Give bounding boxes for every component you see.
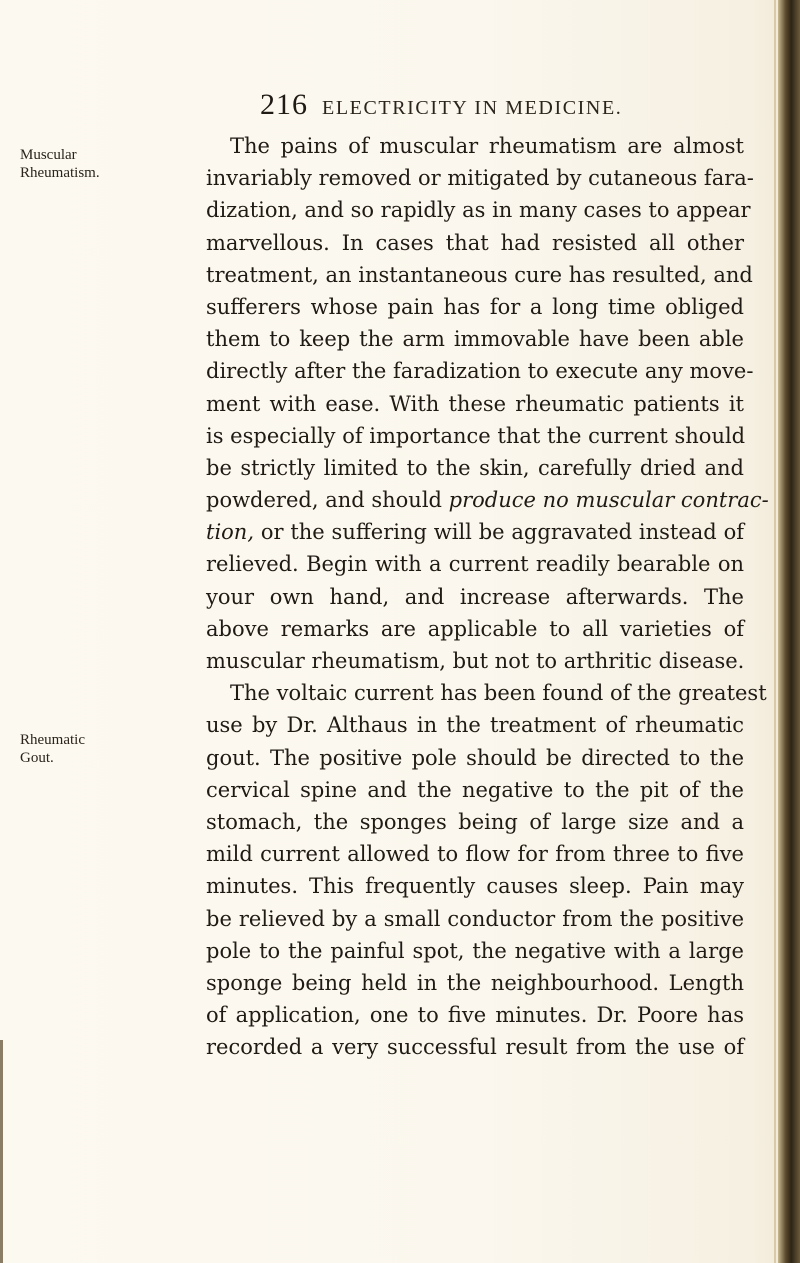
margin-note-line: Muscular [20,147,77,163]
body-line [206,581,744,613]
body-line [206,516,744,548]
body-text [206,130,769,1063]
body-line [206,355,754,387]
body-line [206,484,769,516]
margin-note-rheumatic-gout [20,731,130,767]
body-line-text: muscular rheumatism, but not to arthritic disease. [206,649,745,673]
body-line-text: The pains of muscular rheumatism are almost [230,134,744,158]
body-line [206,420,744,452]
body-line-text: pole to the painful spot, the negative with a large [206,938,744,963]
body-line-italic-text: tion, [206,520,254,545]
body-line-text: The voltaic current has been found of the greatest [230,681,767,706]
body-line [206,194,751,226]
body-line-text: be relieved by a small conductor from the positive [206,906,744,931]
body-line [206,259,753,291]
body-line [206,1031,744,1063]
body-line-text: sponge being held in the neighbourhood. Length [206,970,744,995]
body-line [206,130,744,162]
body-line-text: cervical spine and the negative to the pit of the [206,777,744,802]
body-line-text: use by Dr. Althaus in the treatment of rheumatic [206,713,744,738]
body-line-text: or the suffering will be aggravated instead of [254,520,744,545]
book-gutter-shadow [778,0,800,1263]
page-left-edge [0,1040,3,1263]
body-line-text: marvellous. In cases that had resisted all other [206,230,744,255]
body-line [206,291,744,323]
body-line-text: ment with ease. With these rheumatic patients it [206,391,744,416]
body-line-text: dization, and so rapidly as in many cases to appear [206,198,751,223]
body-line [206,548,744,580]
body-line-text: gout. The positive pole should be directed to the [206,745,744,770]
body-line-text: recorded a very successful result from the use of [206,1035,744,1060]
body-line [206,645,744,677]
body-line-text: above remarks are applicable to all varieties of [206,616,744,641]
body-line-text: be strictly limited to the skin, carefully dried and [206,455,744,480]
body-line-text: directly after the faradization to execute any move- [206,359,754,384]
page-number: 216 [260,88,308,121]
body-line [206,870,744,902]
margin-note-muscular-rheumatism [20,146,130,182]
body-line [206,323,744,355]
body-line-text: stomach, the sponges being of large size and a [206,809,744,834]
body-line-text: them to keep the arm immovable have been able [206,327,744,352]
body-line [206,388,744,420]
margin-note-line: Gout. [20,750,54,766]
body-line [206,742,744,774]
body-line [206,935,744,967]
running-title: ELECTRICITY IN MEDICINE. [322,97,623,119]
body-line-text: powdered, and should [206,488,449,513]
body-line-italic-text: produce no muscular contrac- [448,488,769,513]
body-line-text: relieved. Begin with a current readily bearable on [206,552,744,577]
body-line [206,452,744,484]
body-line [206,227,744,259]
body-line-text: is especially of importance that the current should [206,423,746,448]
body-line [206,774,744,806]
body-line-text: mild current allowed to flow for from three to five [206,842,744,867]
running-header [260,88,780,128]
page-edge-line [774,0,776,1263]
body-line [206,613,744,645]
body-line [206,677,767,709]
body-line [206,806,744,838]
body-line-text: minutes. This frequently causes sleep. Pain may [206,874,744,899]
body-line [206,903,744,935]
body-line [206,838,744,870]
body-line-text: of application, one to five minutes. Dr. Poore has [206,1003,744,1028]
body-line [206,999,744,1031]
body-line-text: treatment, an instantaneous cure has resulted, and [206,262,753,287]
body-line-text: sufferers whose pain has for a long time obliged [206,294,744,319]
margin-note-line: Rheumatism. [20,165,100,181]
body-line [206,709,744,741]
body-line-text: your own hand, and increase afterwards. The [206,584,744,609]
body-line [206,967,744,999]
body-line [206,162,754,194]
margin-note-line: Rheumatic [20,732,85,748]
body-line-text: invariably removed or mitigated by cutaneous fara- [206,166,754,191]
